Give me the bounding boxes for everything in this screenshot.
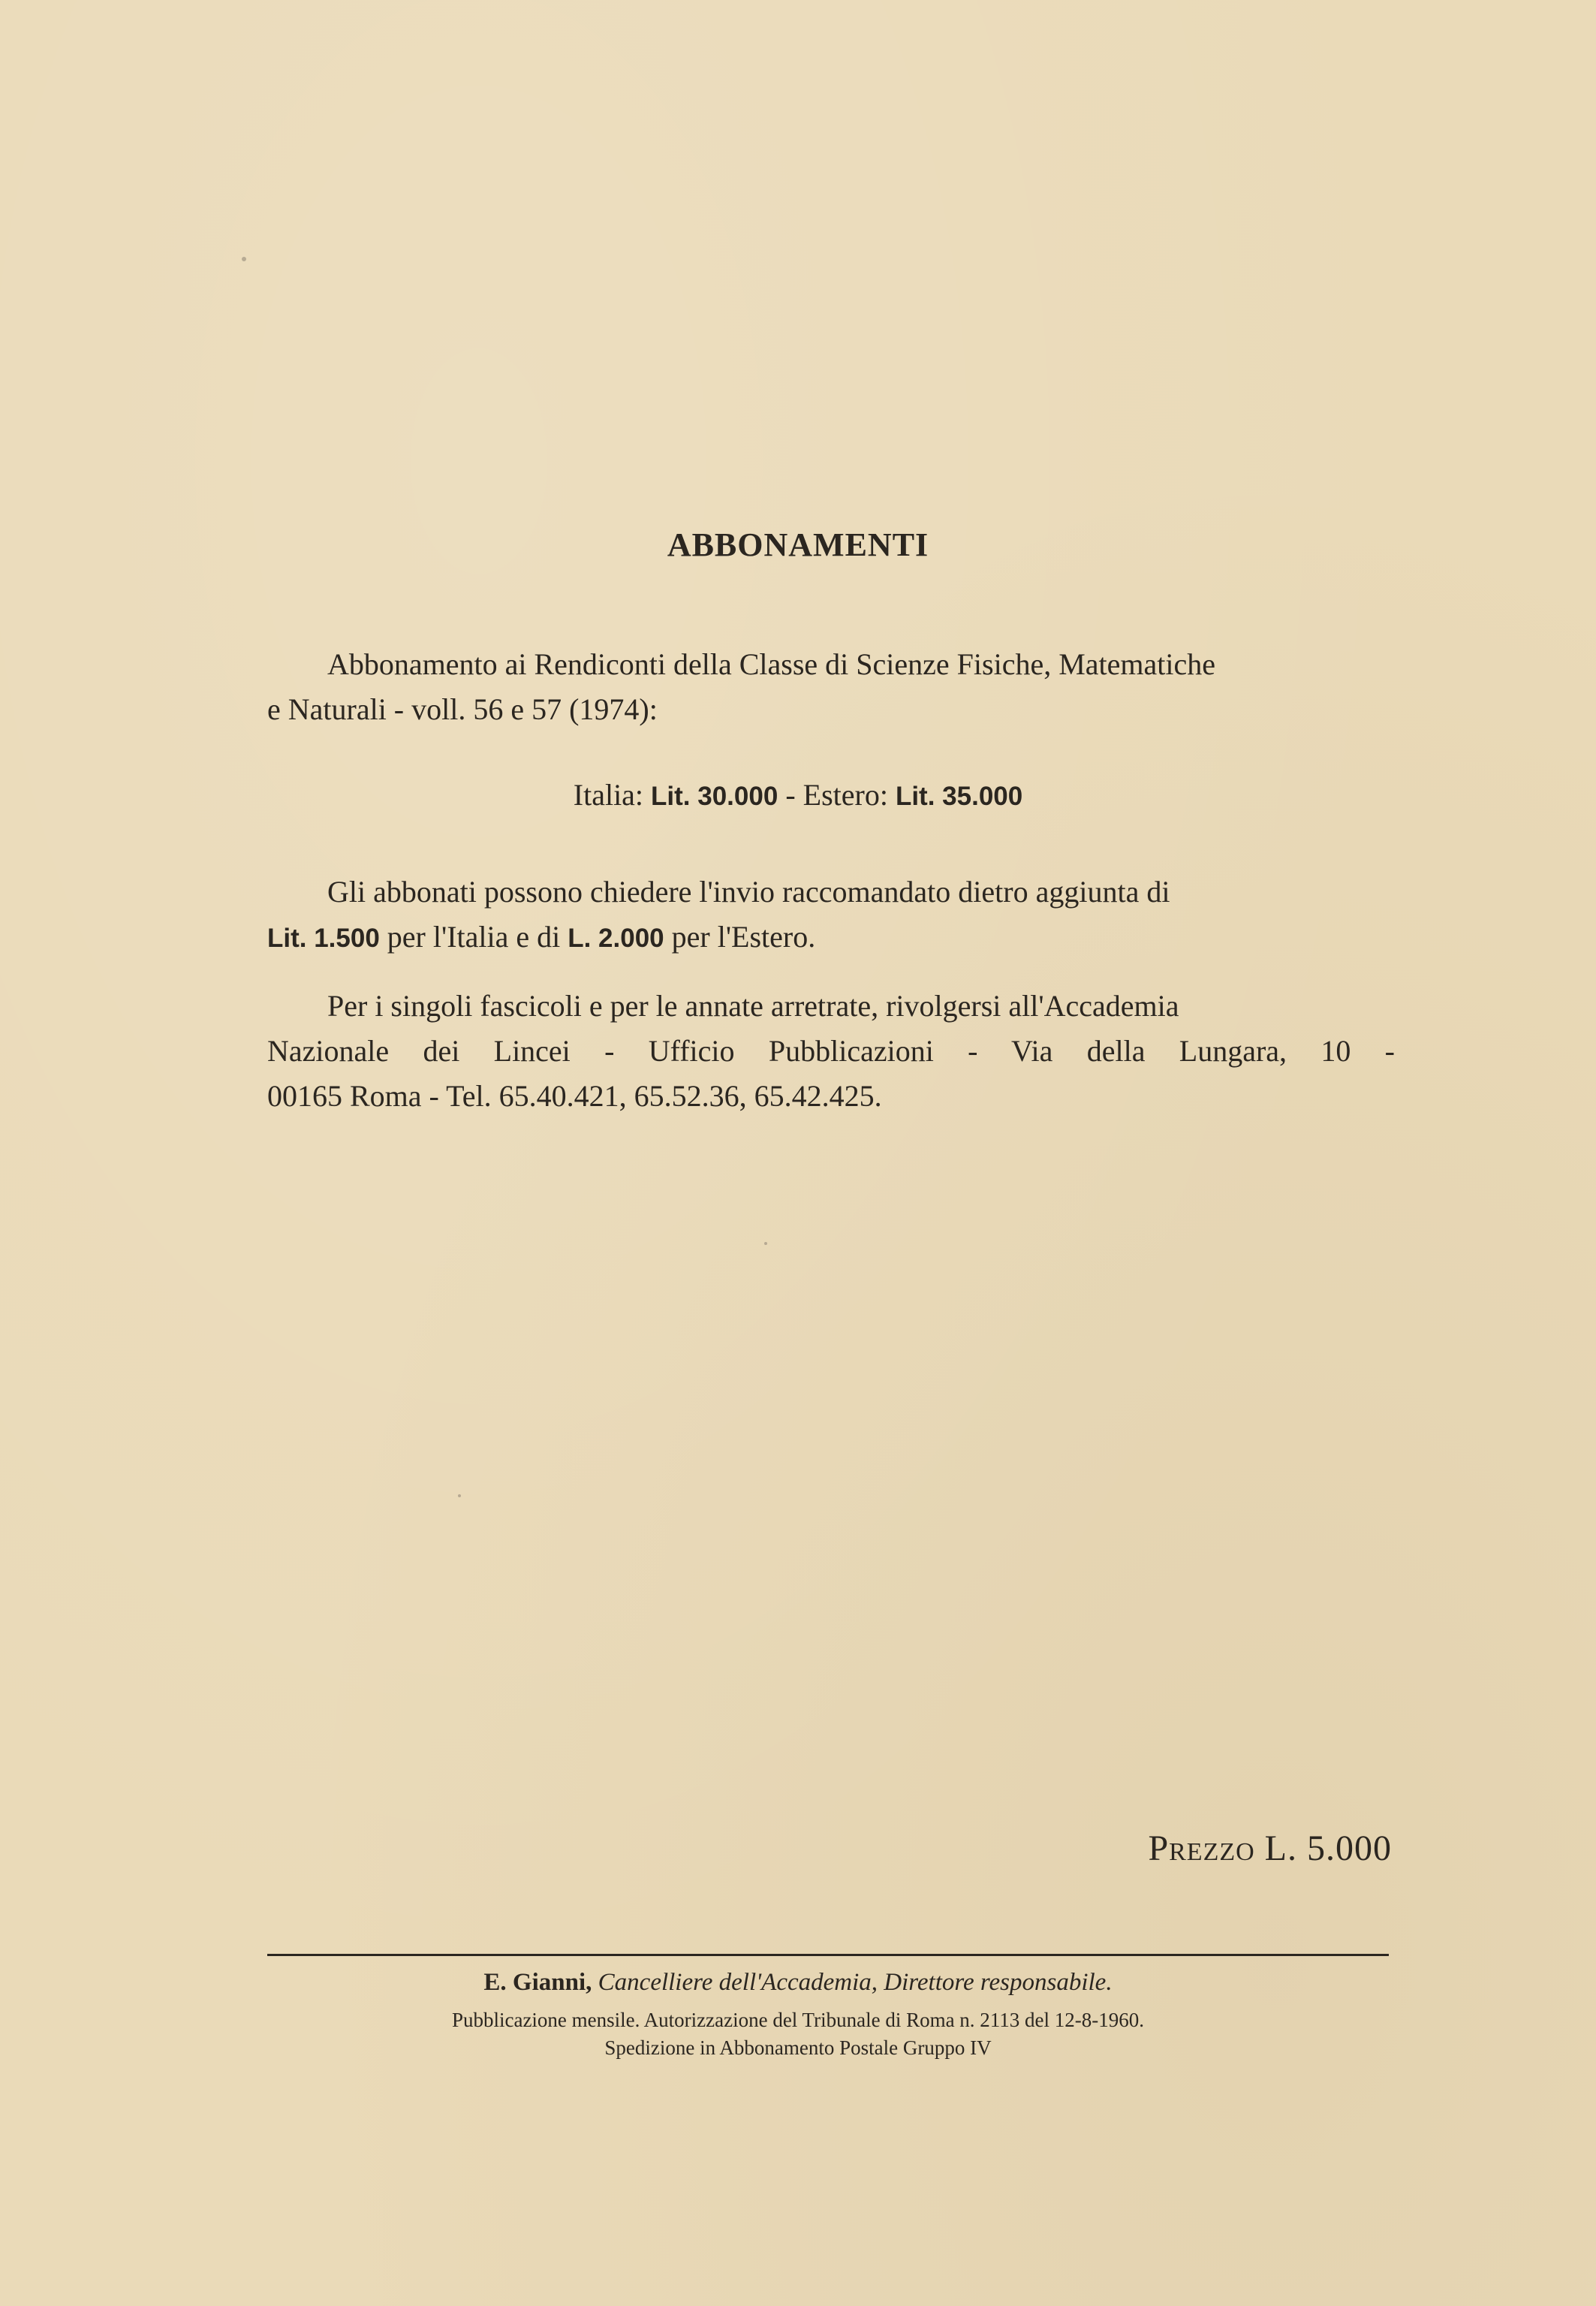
price-list bbox=[0, 777, 1596, 812]
issue-price: Prezzo L. 5.000 bbox=[1148, 1828, 1392, 1868]
subscription-line: e Naturali - voll. 56 e 57 (1974): bbox=[267, 692, 658, 726]
publication-note: Pubblicazione mensile. Autorizzazione del Tribunale di Roma n. 2113 del 12-8-1960. bbox=[451, 2009, 1145, 2031]
editor-name: E. Gianni, bbox=[483, 1969, 592, 1996]
paper-speck bbox=[242, 257, 246, 261]
registered-mail-paragraph bbox=[267, 870, 1395, 961]
postal-note: Spedizione in Abbonamento Postale Gruppo IV bbox=[604, 2036, 992, 2059]
italy-label: Italia: bbox=[573, 778, 644, 812]
paper-speck bbox=[764, 1242, 767, 1245]
italy-price: Lit. 30.000 bbox=[651, 782, 778, 811]
page-title: ABBONAMENTI bbox=[667, 526, 929, 563]
registered-line bbox=[267, 915, 1395, 961]
paper-speck bbox=[458, 1494, 461, 1497]
contact-line: 00165 Roma - Tel. 65.40.421, 65.52.36, 65.42.425. bbox=[267, 1079, 882, 1113]
subscription-paragraph bbox=[267, 642, 1395, 732]
registered-amount-abroad: L. 2.000 bbox=[568, 924, 664, 953]
contact-line: Per i singoli fascicoli e per le annate arretrate, rivolgersi all'Accademia bbox=[327, 989, 1179, 1023]
abroad-label: Estero: bbox=[803, 778, 888, 812]
subscription-line: Abbonamento ai Rendiconti della Classe di Scienze Fisiche, Matematiche bbox=[327, 647, 1216, 681]
contact-line: Nazionale dei Lincei - Ufficio Pubblicazioni - Via della Lungara, 10 - bbox=[267, 1034, 1395, 1068]
editor-role: Cancelliere dell'Accademia, Direttore responsabile. bbox=[598, 1969, 1113, 1996]
registered-amount-italy: Lit. 1.500 bbox=[267, 924, 380, 953]
footer-divider bbox=[267, 1954, 1389, 1956]
abroad-price: Lit. 35.000 bbox=[895, 782, 1023, 811]
registered-middle-text: per l'Italia e di bbox=[387, 920, 561, 954]
editor-credit bbox=[0, 1969, 1596, 1997]
contact-paragraph bbox=[267, 984, 1395, 1119]
registered-line: Gli abbonati possono chiedere l'invio raccomandato dietro aggiunta di bbox=[327, 875, 1170, 909]
price-separator: - bbox=[785, 778, 796, 812]
registered-end-text: per l'Estero. bbox=[671, 920, 816, 954]
